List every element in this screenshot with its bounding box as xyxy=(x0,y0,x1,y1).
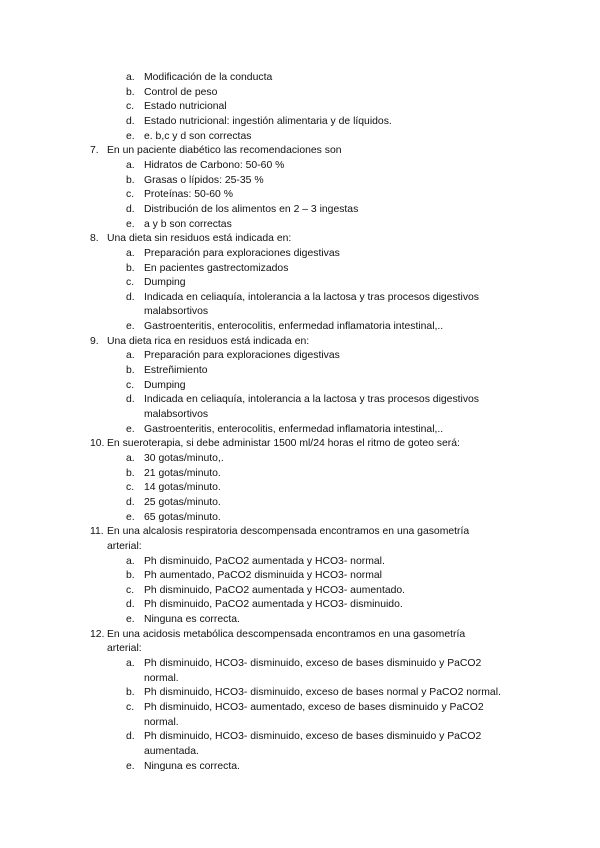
option-text: Preparación para exploraciones digestivas xyxy=(144,247,340,259)
option-text: Ph disminuido, HCO3- disminuido, exceso de bases disminuido y PaCO2 xyxy=(144,731,482,743)
option-text: 65 gotas/minuto. xyxy=(144,511,221,523)
option-letter: c. xyxy=(126,584,135,596)
question-text: En una alcalosis respiratoria descompensada encontramos en una gasometría xyxy=(107,526,470,538)
option-text: Hidratos de Carbono: 50-60 % xyxy=(144,159,285,171)
option-text: Estreñimiento xyxy=(144,365,208,376)
option-text: malabsortivos xyxy=(144,408,209,420)
option-text: malabsortivos xyxy=(144,306,209,318)
option-letter: a. xyxy=(126,350,135,362)
option-letter: d. xyxy=(126,496,135,508)
question-text: En sueroterapia, si debe administar 1500 ml/24 horas el ritmo de goteo será: xyxy=(107,438,460,450)
option-text: Estado nutricional xyxy=(144,101,227,113)
option-text: 21 gotas/minuto. xyxy=(144,467,221,479)
question-number: 9. xyxy=(90,335,99,347)
option-text: Dumping xyxy=(144,379,186,391)
option-letter: c. xyxy=(126,189,135,201)
option-letter: c. xyxy=(126,101,135,113)
option-text: 30 gotas/minuto,. xyxy=(144,452,224,464)
question-text: arterial: xyxy=(107,540,142,552)
option-text: 14 gotas/minuto. xyxy=(144,482,221,494)
option-text: a y b son correctas xyxy=(144,218,232,230)
option-text: En pacientes gastrectomizados xyxy=(144,262,289,274)
option-text: Ph disminuido, PaCO2 aumentada y HCO3- aumentado. xyxy=(144,584,406,596)
option-letter: e. xyxy=(126,321,135,333)
question-number: 7. xyxy=(90,145,99,157)
option-letter: e. xyxy=(126,218,135,230)
option-letter: a. xyxy=(126,159,135,171)
option-letter: a. xyxy=(126,72,135,83)
option-text: Ph aumentado, PaCO2 disminuida y HCO3- normal xyxy=(144,570,382,582)
option-letter: b. xyxy=(126,174,135,186)
question-text: Una dieta sin residuos está indicada en: xyxy=(107,233,292,245)
option-text: e. b,c y d son correctas xyxy=(144,130,252,142)
option-text: normal. xyxy=(144,672,179,684)
option-text: Ph disminuido, HCO3- disminuido, exceso de bases normal y PaCO2 normal. xyxy=(144,687,501,699)
option-letter: e. xyxy=(126,760,135,772)
option-text: Ph disminuido, PaCO2 aumentada y HCO3- disminuido. xyxy=(144,599,403,611)
option-letter: d. xyxy=(126,731,135,743)
option-text: Gastroenteritis, enterocolitis, enfermedad inflamatoria intestinal,.. xyxy=(144,423,444,435)
question-text: Una dieta rica en residuos está indicada en: xyxy=(107,335,310,347)
option-text: Ph disminuido, HCO3- disminuido, exceso de bases disminuido y PaCO2 xyxy=(144,658,482,669)
question-text: arterial: xyxy=(107,643,142,655)
option-text: Control de peso xyxy=(144,86,218,98)
option-text: Gastroenteritis, enterocolitis, enfermedad inflamatoria intestinal,.. xyxy=(144,321,444,333)
option-letter: a. xyxy=(126,658,135,669)
option-text: Ph disminuido, PaCO2 aumentada y HCO3- normal. xyxy=(144,555,385,567)
option-letter: b. xyxy=(126,86,135,98)
question-number: 8. xyxy=(90,233,99,245)
option-text: Preparación para exploraciones digestivas xyxy=(144,350,340,362)
option-text: Distribución de los alimentos en 2 – 3 ingestas xyxy=(144,203,359,215)
option-text: Estado nutricional: ingestión alimentaria y de líquidos. xyxy=(144,116,392,127)
option-text: Indicada en celiaquía, intolerancia a la lactosa y tras procesos digestivos xyxy=(144,394,480,406)
option-letter: e. xyxy=(126,130,135,142)
option-letter: c. xyxy=(126,482,135,494)
option-letter: b. xyxy=(126,467,135,479)
question-number: 10. xyxy=(90,438,105,450)
option-text: 25 gotas/minuto. xyxy=(144,496,221,508)
question-number: 12. xyxy=(90,628,105,640)
option-letter: d. xyxy=(126,599,135,611)
option-letter: c. xyxy=(126,379,135,391)
option-text: Dumping xyxy=(144,277,186,289)
option-letter: c. xyxy=(126,277,135,289)
option-text: Ph disminuido, HCO3- aumentado, exceso de bases disminuido y PaCO2 xyxy=(144,702,484,713)
option-letter: d. xyxy=(126,291,135,303)
option-letter: b. xyxy=(126,570,135,582)
question-text: En una acidosis metabólica descompensada encontramos en una gasometría xyxy=(107,628,466,640)
option-text: Indicada en celiaquía, intolerancia a la lactosa y tras procesos digestivos xyxy=(144,291,480,303)
option-text: aumentada. xyxy=(144,745,199,757)
option-letter: d. xyxy=(126,203,135,215)
option-text: Proteínas: 50-60 % xyxy=(144,189,233,201)
option-text: Ninguna es correcta. xyxy=(144,614,240,626)
question-text: En un paciente diabético las recomendaciones son xyxy=(107,145,342,157)
option-letter: e. xyxy=(126,614,135,626)
option-letter: b. xyxy=(126,365,135,376)
option-letter: a. xyxy=(126,452,135,464)
option-text: Grasas o lípidos: 25-35 % xyxy=(144,174,264,186)
option-letter: d. xyxy=(126,394,135,406)
option-text: Ninguna es correcta. xyxy=(144,760,240,772)
option-letter: b. xyxy=(126,262,135,274)
option-letter: a. xyxy=(126,555,135,567)
option-text: Modificación de la conducta xyxy=(144,72,273,83)
option-letter: b. xyxy=(126,687,135,699)
option-letter: c. xyxy=(126,702,135,713)
option-text: normal. xyxy=(144,716,179,728)
question-number: 11. xyxy=(90,526,104,538)
option-letter: e. xyxy=(126,511,135,523)
option-letter: e. xyxy=(126,423,135,435)
option-letter: d. xyxy=(126,116,135,127)
option-letter: a. xyxy=(126,247,135,259)
